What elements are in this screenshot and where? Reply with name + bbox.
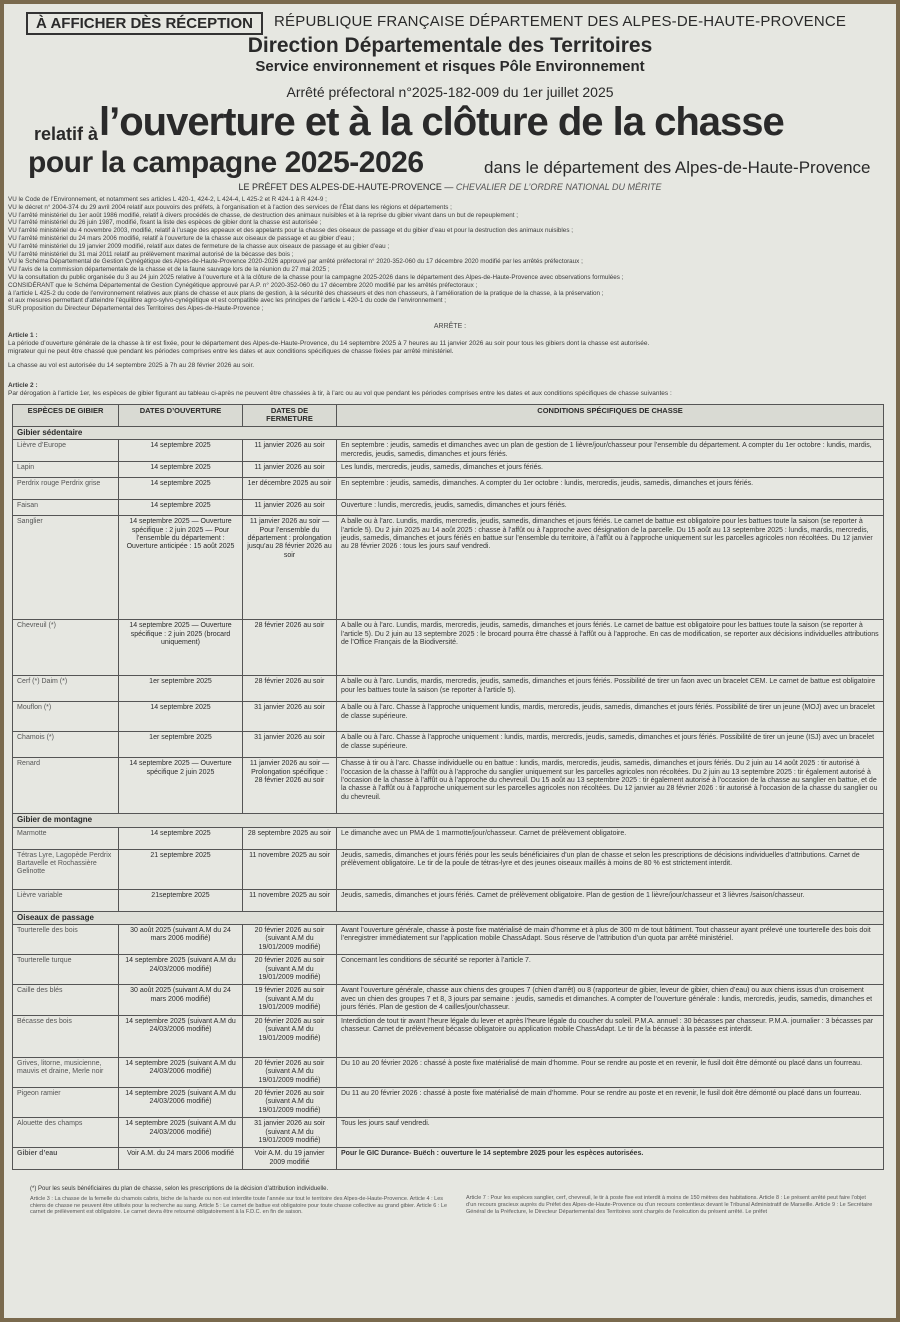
visa-line: CONSIDÉRANT que le Schéma Départemental de Gestion Cynégétique approuvé par A.P. n° 2020-352-060 du 17 décembre 2020 modifié par les arrêtés préfectoraux ;	[8, 281, 478, 289]
col-header-open: DATES D’OUVERTURE	[119, 405, 243, 427]
conditions-cell: A balle ou à l’arc. Lundis, mardis, mercredis, jeudis, samedis, dimanches et jours fériés. Le carnet de battue est obligatoire pour les battues toute la saison (se reporter à l’article 5). Du 2 juin au 13 septembre 2025 : le brocard pourra être chassé à l’affût ou à l’approche. En cas de modification, se reporter aux décisions individuelles attributions de l’Office Français de la Biodiversité.	[337, 620, 884, 676]
visa-line: VU le décret n° 2004-374 du 29 avril 2004 relatif aux pouvoirs des préfets, à l’organisation et à l’action des services de l’État dans les régions et départements ;	[8, 203, 452, 211]
relatif-label: relatif à	[34, 124, 99, 144]
species-cell: Gibier d’eau	[13, 1148, 119, 1170]
conditions-cell: A balle ou à l’arc. Lundis, mardis, mercredis, jeudis, samedis, dimanches et jours fériés. Le carnet de battue est obligatoire pour les battues toute la saison (se reporter à l’article 5). Du 2 juin 2025 au 14 août 2025 : chasse à l’affût ou à l’approche avec désignation de la parcelle. Du 15 août au 13 septembre 2025 : lundis, mardis, mercredis, jeudis, samedis, dimanches et jours fériés en battue sur l’ensemble du territoire, à l’affût ou à l’approche uniquement sur les parcelles agricoles non récoltées. Du 12 janvier au 28 février 2026 : tous les jours sauf vendredi.	[337, 516, 884, 620]
close-date-cell: 11 novembre 2025 au soir	[243, 889, 337, 911]
open-date-cell: 1er septembre 2025	[119, 732, 243, 758]
prefet-line: LE PRÉFET DES ALPES-DE-HAUTE-PROVENCE — CHEVALIER DE L’ORDRE NATIONAL DU MÉRITE	[238, 182, 662, 192]
footer-right	[466, 1186, 876, 1215]
table-row	[13, 440, 884, 462]
close-date-cell: 11 janvier 2026 au soir	[243, 440, 337, 462]
open-date-cell: 14 septembre 2025 (suivant A.M du 24/03/2006 modifié)	[119, 1087, 243, 1117]
main-title-line2: pour la campagne 2025-2026	[28, 146, 424, 179]
close-date-cell: 20 février 2026 au soir (suivant A.M du 19/01/2009 modifié)	[243, 955, 337, 985]
table-row	[13, 955, 884, 985]
close-date-cell: 31 janvier 2026 au soir	[243, 732, 337, 758]
visa-line: VU l’avis de la commission départementale de la chasse et de la faune sauvage lors de la réunion du 27 mai 2025 ;	[8, 266, 330, 274]
close-date-cell: 28 septembre 2025 au soir	[243, 827, 337, 849]
service-title: Service environnement et risques Pôle Environnement	[255, 58, 645, 75]
table-row	[13, 827, 884, 849]
open-date-cell: Voir A.M. du 24 mars 2006 modifié	[119, 1148, 243, 1170]
conditions-cell: Avant l’ouverture générale, chasse aux chiens des groupes 7 (chien d’arrêt) ou 8 (rapporteur de gibier, leveur de gibier, chien d’eau) ou aux chiens issus d’un croisement avec un chien des groupes 7 et 8, 3 jours par semaine : jeudis, samedis et dimanches. A compter de l’ouverture générale : lundis, mercredis, jeudis, samedis, dimanches et jours fériés. Plan de gestion de 4 cailles/jour/chasseur.	[337, 985, 884, 1015]
conditions-cell: Tous les jours sauf vendredi.	[337, 1118, 884, 1148]
table-row	[13, 985, 884, 1015]
table-row	[13, 849, 884, 889]
visa-line: VU la consultation du public organisée du 3 au 24 juin 2025 relative à l’ouverture et à la clôture de la chasse pour la campagne 2025-2026 dans le département des Alpes-de-Haute-Provence avec observations formulées ;	[8, 273, 624, 281]
table-row	[13, 925, 884, 955]
conditions-cell: Du 10 au 20 février 2026 : chassé à poste fixe matérialisé de main d’homme. Pour se rendre au poste et en revenir, le fusil doit être démonté ou placé dans un fourreau.	[337, 1057, 884, 1087]
chevalier-text: CHEVALIER DE L’ORDRE NATIONAL DU MÉRITE	[455, 182, 662, 192]
species-cell: Alouette des champs	[13, 1118, 119, 1148]
affiche-label: À AFFICHER DÈS RÉCEPTION	[26, 12, 263, 35]
visa-line: VU le Code de l’Environnement, et notamment ses articles L 420-1, 424-2, L 424-4, L 425-2 et R 424-1 à R 424-9 ;	[8, 196, 327, 203]
poster	[4, 4, 896, 1318]
table-row	[13, 462, 884, 478]
species-cell: Pigeon ramier	[13, 1087, 119, 1117]
article-2-label: Article 2 :	[8, 382, 38, 389]
visa-line: SUR proposition du Directeur Départemental des Territoires des Alpes-de-Haute-Provence ;	[8, 305, 264, 313]
open-date-cell: 14 septembre 2025	[119, 500, 243, 516]
section-title: Gibier de montagne	[13, 814, 884, 827]
close-date-cell: 11 janvier 2026 au soir — Pour l’ensemble du département : prolongation jusqu’au 28 février 2026 au soir	[243, 516, 337, 620]
conditions-cell: Concernant les conditions de sécurité se reporter à l’article 7.	[337, 955, 884, 985]
article-2	[8, 382, 888, 398]
open-date-cell: 30 août 2025 (suivant A.M du 24 mars 2006 modifié)	[119, 925, 243, 955]
article-1-label: Article 1 :	[8, 332, 38, 339]
species-cell: Tétras Lyre, Lagopède Perdrix Bartavelle et Rochassière Gelinotte	[13, 849, 119, 889]
close-date-cell: 11 janvier 2026 au soir	[243, 462, 337, 478]
visa-line: VU l’arrêté ministériel du 26 juin 1987, modifié, fixant la liste des espèces de gibier dont la chasse est autorisée ;	[8, 219, 322, 227]
conditions-cell: Avant l’ouverture générale, chasse à poste fixe matérialisé de main d’homme et à plus de 300 m de tout bâtiment. Tout chasseur ayant prélevé une tourterelle des bois doit l’enregistrer immédiatement sur l’application mobile ChassAdapt. Sous réserve de l’attribution d’un quota par arrêté ministériel.	[337, 925, 884, 955]
conditions-cell: A balle ou à l’arc. Lundis, mardis, mercredis, jeudis, samedis, dimanches et jours fériés. Possibilité de tirer un faon avec un bracelet CEM. Le carnet de battue est obligatoire pour les battues toute la saison (se reporter à l’article 5).	[337, 676, 884, 702]
open-date-cell: 14 septembre 2025 (suivant A.M du 24/03/2006 modifié)	[119, 1015, 243, 1057]
close-date-cell: 11 janvier 2026 au soir — Prolongation spécifique : 28 février 2026 au soir	[243, 758, 337, 814]
open-date-cell: 14 septembre 2025 — Ouverture spécifique : 2 juin 2025 — Pour l’ensemble du département : Ouverture anticipée : 15 août 2025	[119, 516, 243, 620]
conditions-cell: En septembre : jeudis, samedis, dimanches. A compter du 1er octobre : lundis, mercredis, jeudis, samedis, dimanches et jours fériés.	[337, 478, 884, 500]
hunting-dates-table	[12, 404, 884, 1170]
species-cell: Faisan	[13, 500, 119, 516]
prefet-name: LE PRÉFET DES ALPES-DE-HAUTE-PROVENCE	[238, 182, 442, 192]
arrete-number: Arrêté préfectoral n°2025-182-009 du 1er juillet 2025	[286, 84, 614, 100]
open-date-cell: 14 septembre 2025 (suivant A.M du 24/03/2006 modifié)	[119, 955, 243, 985]
open-date-cell: 14 septembre 2025	[119, 478, 243, 500]
republique-line: RÉPUBLIQUE FRANÇAISE DÉPARTEMENT DES ALPES-DE-HAUTE-PROVENCE	[274, 13, 847, 30]
table-row	[13, 620, 884, 676]
article-2-text: Par dérogation à l’article 1er, les espèces de gibier figurant au tableau ci-après ne peuvent être chassées à tir, à l’arc ou au vol que pendant les périodes comprises entre les dates et aux conditions spécifiques de chasse suivantes :	[8, 390, 672, 397]
close-date-cell: 28 février 2026 au soir	[243, 620, 337, 676]
close-date-cell: 11 novembre 2025 au soir	[243, 849, 337, 889]
conditions-cell: Chasse à tir ou à l’arc. Chasse individuelle ou en battue : lundis, mardis, mercredis, jeudis, samedis, dimanches et jours fériés. Du 2 juin au 14 août 2025 : tir autorisé à l’occasion de la chasse à l’affût ou à l’approche du sanglier uniquement sur les parcelles agricoles non récoltées. Du 2 juin au 13 septembre 2025 : tir également autorisé à l’occasion de la chasse à l’affût ou à l’approche du chevreuil. Du 15 août au 13 septembre 2025 : tir également autorisé à l’occasion de la chasse au sanglier en battue, et de la chasse à l’affût ou à l’approche uniquement sur les parcelles agricoles non récoltées. Du 12 janvier au 28 février 2026 : tir autorisé à l’occasion de la chasse du sanglier ou du chevreuil.	[337, 758, 884, 814]
footer-note: (*) Pour les seuls bénéficiaires du plan de chasse, selon les prescriptions de la décision d’attribution individuelle.	[30, 1186, 329, 1192]
species-cell: Tourterelle des bois	[13, 925, 119, 955]
visa-line: à l’article L 425-2 du code de l’environnement relatives aux plans de chasse et aux plans de gestion, à la sécurité des chasseurs et des non chasseurs, à l’amélioration de la pratique de la chasse, à la préservation ;	[8, 289, 604, 297]
species-cell: Marmotte	[13, 827, 119, 849]
species-cell: Grives, litorne, musicienne, mauvis et draine, Merle noir	[13, 1057, 119, 1087]
visa-line: VU l’arrêté ministériel du 31 mai 2011 relatif au prélèvement maximal autorisé de la bécasse des bois ;	[8, 250, 294, 258]
species-cell: Lièvre d’Europe	[13, 440, 119, 462]
species-cell: Bécasse des bois	[13, 1015, 119, 1057]
table-row	[13, 516, 884, 620]
close-date-cell: 20 février 2026 au soir (suivant A.M du 19/01/2009 modifié)	[243, 1087, 337, 1117]
table-row	[13, 676, 884, 702]
article-1-text: La période d’ouverture générale de la chasse à tir est fixée, pour le département des Alpes-de-Haute-Provence, du 14 septembre 2025 à 7 heures au 11 janvier 2026 au soir pour tous les gibiers dont la chasse est autorisée.	[8, 340, 650, 347]
conditions-cell: En septembre : jeudis, samedis et dimanches avec un plan de gestion de 1 lièvre/jour/chasseur pour l’ensemble du département. A compter du 1er octobre : lundis, mardis, mercredis, jeudis, samedis, dimanches et jours fériés.	[337, 440, 884, 462]
open-date-cell: 14 septembre 2025	[119, 702, 243, 732]
conditions-cell: Les lundis, mercredis, jeudis, samedis, dimanches et jours fériés.	[337, 462, 884, 478]
header	[4, 4, 896, 190]
visa-line: VU l’arrêté ministériel du 19 janvier 2009 modifié, relatif aux dates de fermeture de la chasse aux oiseaux de passage et au gibier d’eau ;	[8, 242, 390, 250]
open-date-cell: 14 septembre 2025	[119, 440, 243, 462]
table-row	[13, 732, 884, 758]
species-cell: Lièvre variable	[13, 889, 119, 911]
species-cell: Perdrix rouge Perdrix grise	[13, 478, 119, 500]
main-title-line1: l’ouverture et à la clôture de la chasse	[99, 100, 784, 144]
conditions-cell: Ouverture : lundis, mercredis, jeudis, samedis, dimanches et jours fériés.	[337, 500, 884, 516]
conditions-cell: Le dimanche avec un PMA de 1 marmotte/jour/chasseur. Carnet de prélèvement obligatoire.	[337, 827, 884, 849]
open-date-cell: 21 septembre 2025	[119, 849, 243, 889]
open-date-cell: 14 septembre 2025 (suivant A.M du 24/03/2006 modifié)	[119, 1057, 243, 1087]
table-row	[13, 478, 884, 500]
close-date-cell: 1er décembre 2025 au soir	[243, 478, 337, 500]
close-date-cell: Voir A.M. du 19 janvier 2009 modifié	[243, 1148, 337, 1170]
conditions-cell: A balle ou à l’arc. Chasse à l’approche uniquement : lundis, mardis, mercredis, jeudis, samedis, dimanches et jours fériés. Possibilité de tirer un jeune (ISJ) avec un bracelet de classe supérieure.	[337, 732, 884, 758]
close-date-cell: 20 février 2026 au soir (suivant A.M du 19/01/2009 modifié)	[243, 1015, 337, 1057]
conditions-cell: A balle ou à l’arc. Chasse à l’approche uniquement lundis, mardis, mercredis, jeudis, samedis, dimanches et jours fériés. Possibilité de tirer un jeune (MOJ) avec un bracelet de classe supérieure.	[337, 702, 884, 732]
article-1	[8, 332, 888, 370]
visa-line: VU l’arrêté ministériel du 4 novembre 2003, modifié, relatif à l’usage des appeaux et des appelants pour la chasse des oiseaux de passage et du gibier d’eau et pour la destruction des animaux nuisibles ;	[8, 227, 573, 235]
close-date-cell: 31 janvier 2026 au soir (suivant A.M du 19/01/2009 modifié)	[243, 1118, 337, 1148]
table-row	[13, 500, 884, 516]
col-header-close: DATES DE FERMETURE	[243, 405, 337, 427]
close-date-cell: 31 janvier 2026 au soir	[243, 702, 337, 732]
open-date-cell: 14 septembre 2025 (suivant A.M du 24/03/2006 modifié)	[119, 1118, 243, 1148]
species-cell: Renard	[13, 758, 119, 814]
table-row	[13, 889, 884, 911]
section-title: Oiseaux de passage	[13, 911, 884, 924]
conditions-cell: Du 11 au 20 février 2026 : chassé à poste fixe matérialisé de main d’homme. Pour se rendre au poste et en revenir, le fusil doit être démonté ou placé dans un fourreau.	[337, 1087, 884, 1117]
table-row	[13, 702, 884, 732]
visa-line: et aux mesures permettant d’atteindre l’équilibre agro-sylvo-cynégétique et est compatible avec les principes de l’article L 420-1 du code de l’environnement ;	[8, 297, 446, 305]
footer-left-text: Article 3 : La chasse de la femelle du chamois cabris, biche de la harde ou non est interdite toute l’année sur tout le territoire des Alpes-de-Haute-Provence. Article 4 : Les chiens de chasse ne peuvent être utilisés pour la recherche au sang. Article 5 : Le carnet de battue est obligatoire pour toute chasse collective au grand gibier. Article 6 : Le carnet de prélèvement est obligatoire. Le carnet devra être retourné obligatoirement à la F.D.C. en fin de saison.	[30, 1195, 448, 1216]
article-1-text-3: La chasse au vol est autorisée du 14 septembre 2025 à 7h au 28 février 2026 au soir.	[8, 362, 255, 369]
open-date-cell: 14 septembre 2025	[119, 462, 243, 478]
species-cell: Lapin	[13, 462, 119, 478]
open-date-cell: 1er septembre 2025	[119, 676, 243, 702]
article-1-text-2: migrateur qui ne peut être chassé que pendant les périodes comprises entre les dates et aux conditions spécifiques de chasse fixées par arrêté ministériel.	[8, 348, 454, 355]
open-date-cell: 14 septembre 2025	[119, 827, 243, 849]
table-row	[13, 1057, 884, 1087]
conditions-cell: Interdiction de tout tir avant l’heure légale du lever et après l’heure légale du coucher du soleil. P.M.A. annuel : 30 bécasses par chasseur. P.M.A. journalier : 3 bécasses par chasseur. Carnet de prélèvement bécasse obligatoire ou application mobile ChassAdapt. Le tir de la bécasse à la passée est interdit.	[337, 1015, 884, 1057]
footer-left	[30, 1186, 450, 1216]
section-row	[13, 814, 884, 827]
species-cell: Sanglier	[13, 516, 119, 620]
visas-block	[8, 196, 888, 313]
species-cell: Caille des blés	[13, 985, 119, 1015]
main-title-line3: dans le département des Alpes-de-Haute-Provence	[484, 158, 871, 177]
table-row	[13, 1087, 884, 1117]
species-cell: Mouflon (*)	[13, 702, 119, 732]
close-date-cell: 11 janvier 2026 au soir	[243, 500, 337, 516]
footer-right-text: Article 7 : Pour les espèces sanglier, cerf, chevreuil, le tir à poste fixe est interdit à moins de 150 mètres des habitations. Article 8 : Le présent arrêté peut faire l’objet d’un recours gracieux auprès du Préfet des Alpes-de-Haute-Provence ou d’un recours contentieux devant le Tribunal Administratif de Marseille. Article 9 : Le Secrétaire Général de la Préfecture, le Directeur Départemental des Territoires sont chargés de l’exécution du présent arrêté. Le préfet	[466, 1195, 873, 1215]
table-row	[13, 1118, 884, 1148]
conditions-cell: Jeudis, samedis, dimanches et jours fériés. Carnet de prélèvement obligatoire. Plan de gestion de 1 lièvre/jour/chasseur et 3 lièvres /saison/chasseur.	[337, 889, 884, 911]
close-date-cell: 19 février 2026 au soir (suivant A.M du 19/01/2009 modifié)	[243, 985, 337, 1015]
close-date-cell: 20 février 2026 au soir (suivant A.M du 19/01/2009 modifié)	[243, 1057, 337, 1087]
col-header-species: ESPÈCES DE GIBIER	[13, 405, 119, 427]
section-title: Gibier sédentaire	[13, 426, 884, 439]
open-date-cell: 21septembre 2025	[119, 889, 243, 911]
species-cell: Chevreuil (*)	[13, 620, 119, 676]
section-row	[13, 911, 884, 924]
direction-title: Direction Départementale des Territoires	[247, 34, 653, 57]
visa-line: VU l’arrêté ministériel du 24 mars 2006 modifié, relatif à l’ouverture de la chasse aux oiseaux de passage et au gibier d’eau ;	[8, 234, 355, 242]
table-row	[13, 758, 884, 814]
species-cell: Cerf (*) Daim (*)	[13, 676, 119, 702]
arrete-word: ARRÊTE :	[433, 323, 467, 330]
species-cell: Tourterelle turque	[13, 955, 119, 985]
section-row	[13, 426, 884, 439]
conditions-cell: Jeudis, samedis, dimanches et jours fériés pour les seuls bénéficiaires d’un plan de chasse et selon les prescriptions de décisions individuelles d’attributions. Carnet de prélèvement obligatoire. Le tir de la poule de tétras-lyre et des jeunes oiseaux maillés à moins de 80 % est strictement interdit.	[337, 849, 884, 889]
open-date-cell: 30 août 2025 (suivant A.M du 24 mars 2006 modifié)	[119, 985, 243, 1015]
conditions-cell: Pour le GIC Durance- Buëch : ouverture le 14 septembre 2025 pour les espèces autorisées.	[337, 1148, 884, 1170]
col-header-conditions: CONDITIONS SPÉCIFIQUES DE CHASSE	[337, 405, 884, 427]
visa-line: VU le Schéma Départemental de Gestion Cynégétique des Alpes-de-Haute-Provence 2020-2026 approuvé par arrêté préfectoral n° 2020-352-060 du 17 décembre 2020 modifié par les arrêtés préfectoraux ;	[8, 258, 583, 266]
table-row-gibier-eau	[13, 1148, 884, 1170]
open-date-cell: 14 septembre 2025 — Ouverture spécifique 2 juin 2025	[119, 758, 243, 814]
open-date-cell: 14 septembre 2025 — Ouverture spécifique : 2 juin 2025 (brocard uniquement)	[119, 620, 243, 676]
close-date-cell: 28 février 2026 au soir	[243, 676, 337, 702]
table-row	[13, 1015, 884, 1057]
visa-line: VU l’arrêté ministériel du 1er août 1986 modifié, relatif à divers procédés de chasse, de destruction des animaux nuisibles et à la reprise du gibier vivant dans un but de repeuplement ;	[8, 211, 518, 219]
species-cell: Chamois (*)	[13, 732, 119, 758]
close-date-cell: 20 février 2026 au soir (suivant A.M du 19/01/2009 modifié)	[243, 925, 337, 955]
